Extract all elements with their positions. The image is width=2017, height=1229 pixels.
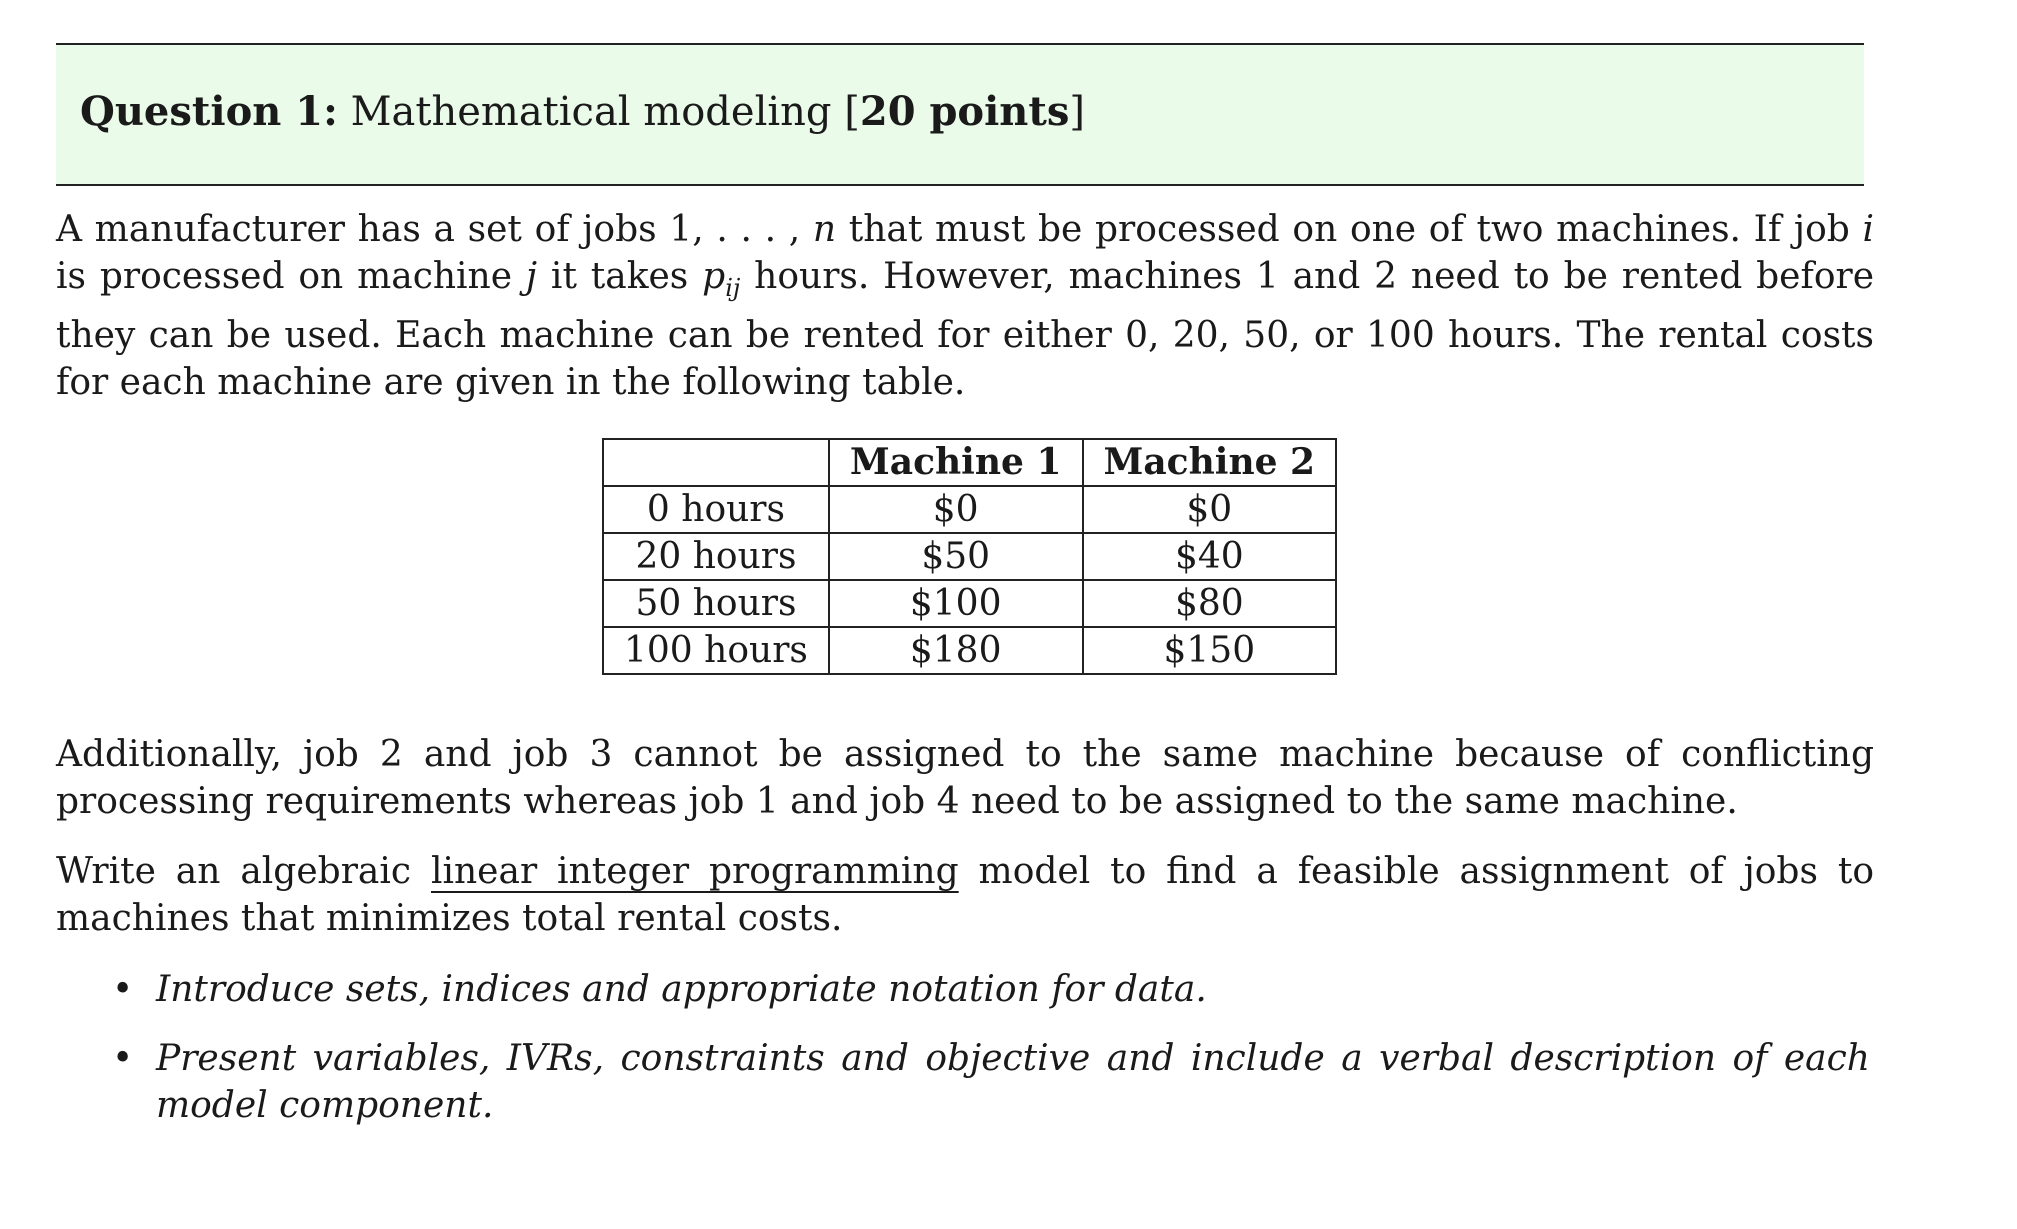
table-header-row <box>603 439 1336 486</box>
table-header-cell <box>603 439 829 486</box>
question-topic: Mathematical modeling <box>350 89 832 135</box>
rental-cost-table <box>602 438 1337 675</box>
table-row <box>603 486 1336 533</box>
question-header <box>56 43 1864 186</box>
intro-text-3: is processed on machine <box>56 256 526 297</box>
question-points: 20 points <box>859 88 1070 135</box>
var-n: n <box>812 209 837 250</box>
task-text-1: Write an algebraic <box>56 851 431 892</box>
points-close-bracket: ] <box>1069 89 1085 135</box>
table-row <box>603 580 1336 627</box>
table-cell: $80 <box>1083 580 1337 627</box>
table-cell: $0 <box>1083 486 1337 533</box>
instruction-list <box>112 966 1870 1151</box>
table-cell: 0 hours <box>603 486 829 533</box>
table-row <box>603 533 1336 580</box>
intro-text-2: that must be processed on one of two machines. If job <box>836 209 1863 250</box>
var-i: i <box>1862 209 1875 250</box>
table-cell: 50 hours <box>603 580 829 627</box>
var-j: j <box>525 256 538 297</box>
list-item-text: Introduce sets, indices and appropriate notation for data. <box>156 969 1207 1010</box>
task-text-2: model to find a feasible assignment of jobs to machines that minimizes total rental costs. <box>56 851 1874 939</box>
task-paragraph <box>56 848 1874 942</box>
question-label: Question 1: <box>80 88 338 135</box>
list-item <box>112 1035 1870 1129</box>
task-underlined-term: linear integer programming <box>430 851 959 892</box>
points-open-bracket: [ <box>844 89 860 135</box>
bullet-icon: • <box>112 969 134 1010</box>
intro-text-4: it takes <box>537 256 703 297</box>
bullet-icon: • <box>112 1038 134 1079</box>
var-p: p <box>702 256 726 297</box>
question-title <box>80 87 1085 137</box>
table-cell: $50 <box>829 533 1083 580</box>
var-p-subscript: ij <box>725 274 741 302</box>
table-cell: 20 hours <box>603 533 829 580</box>
table-header-cell: Machine 1 <box>829 439 1083 486</box>
list-item-text: Present variables, IVRs, constraints and objective and include a verbal description of each model component. <box>156 1038 1870 1126</box>
list-item <box>112 966 1870 1013</box>
table-header-cell: Machine 2 <box>1083 439 1337 486</box>
intro-text-5: hours. However, machines 1 and 2 need to be rented before they can be used. Each machine can be rented for either 0, 20, 50, or 100 hours. The rental costs for each machine are given in the following table. <box>56 256 1875 403</box>
table-cell: 100 hours <box>603 627 829 674</box>
table-cell: $0 <box>829 486 1083 533</box>
table-cell: $150 <box>1083 627 1337 674</box>
table-row <box>603 627 1336 674</box>
table-cell: $100 <box>829 580 1083 627</box>
intro-paragraph <box>56 206 1874 406</box>
table-cell: $40 <box>1083 533 1337 580</box>
table-cell: $180 <box>829 627 1083 674</box>
additional-constraints-paragraph: Additionally, job 2 and job 3 cannot be assigned to the same machine because of conflicting processing requirements whereas job 1 and job 4 need to be assigned to the same machine. <box>56 734 1874 822</box>
intro-text-1: A manufacturer has a set of jobs 1, . . . , <box>56 209 813 250</box>
